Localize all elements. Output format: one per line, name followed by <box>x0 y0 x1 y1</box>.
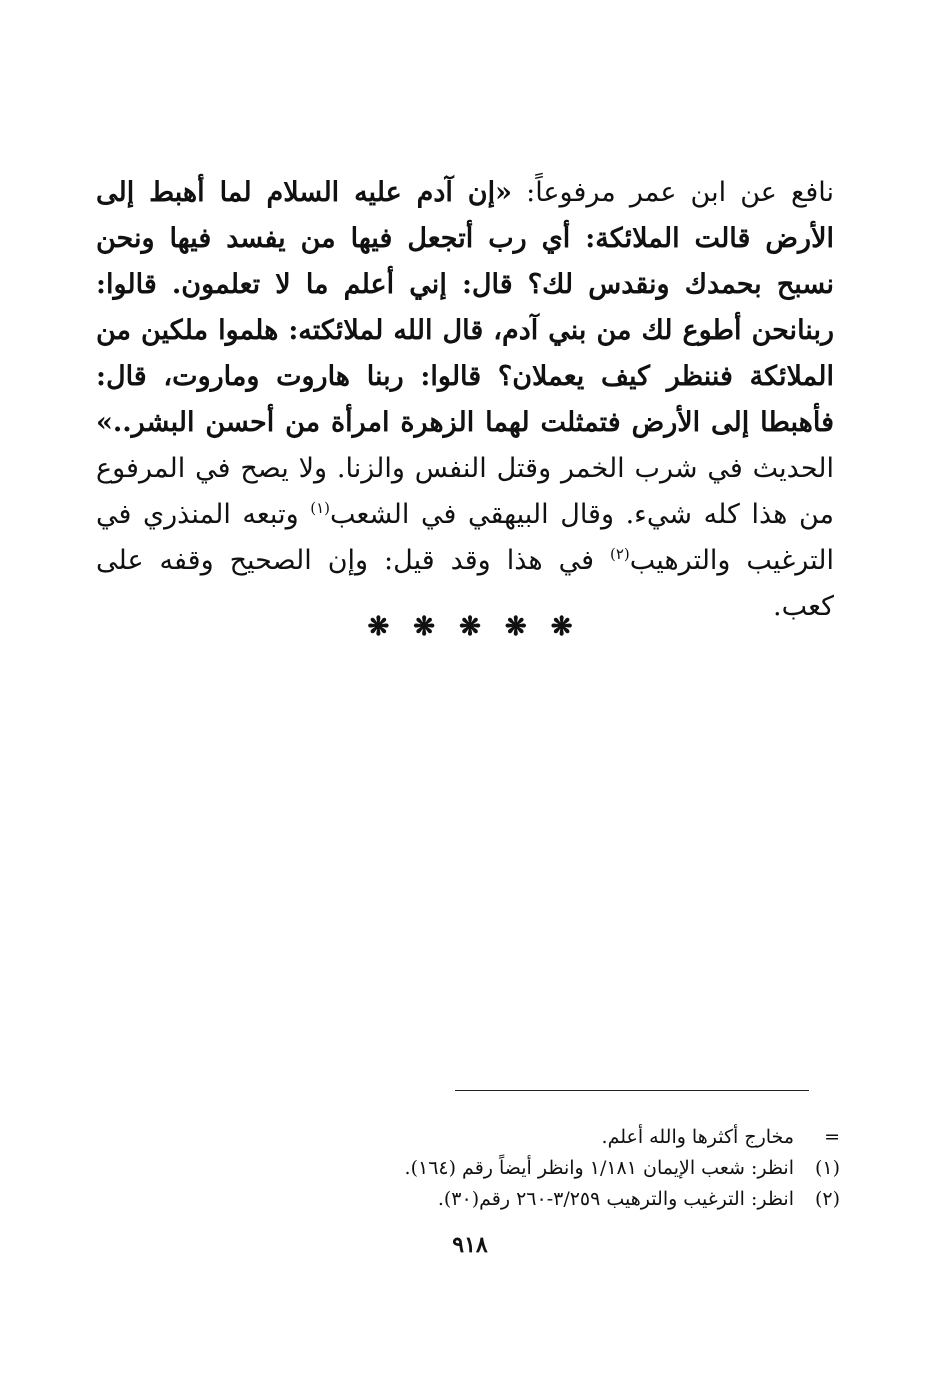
footnote-text: مخارج أكثرها والله أعلم. <box>601 1126 794 1148</box>
text-segment-mundhiri: وتبعه المنذري في الترغيب والترهيب <box>96 499 834 576</box>
page-number: ٩١٨ <box>452 1232 488 1258</box>
footnote-reference-2: (٢) <box>609 545 630 563</box>
footnote-1 <box>300 1153 840 1184</box>
text-segment-intro: نافع عن ابن عمر مرفوعاً: <box>512 177 834 208</box>
separator-star-icon: ❋ <box>459 612 481 642</box>
footnote-marker: (١) <box>814 1157 840 1179</box>
footnote-divider <box>455 1090 809 1091</box>
footnote-text: انظر: شعب الإيمان ١/١٨١ وانظر أيضاً رقم (١٦٤). <box>404 1157 794 1179</box>
text-segment-commentary: الحديث في شرب الخمر وقتل النفس والزنا. ولا يصح في المرفوع من هذا كله شيء. وقال البيهقي في الشعب <box>96 453 834 530</box>
footnote-marker: (٢) <box>814 1188 840 1210</box>
section-separator <box>0 612 940 642</box>
text-segment-conclusion: في هذا وقد قيل: وإن الصحيح وقفه على كعب. <box>96 545 834 622</box>
separator-star-icon: ❋ <box>504 612 527 642</box>
footnote-text: انظر: الترغيب والترهيب ٣/٢٥٩-٢٦٠ رقم(٣٠). <box>437 1188 794 1210</box>
footnote-2 <box>300 1184 840 1215</box>
separator-star-icon: ❋ <box>367 612 390 642</box>
footnotes-list <box>300 1122 840 1215</box>
separator-star-icon: ❋ <box>413 612 436 642</box>
footnote-reference-1: (١) <box>310 499 331 517</box>
footnote-continuation <box>300 1122 840 1153</box>
separator-star-icon: ❋ <box>550 612 573 642</box>
footnote-marker: = <box>824 1126 840 1148</box>
main-paragraph <box>96 170 834 630</box>
text-segment-hadith-quote: «إن آدم عليه السلام لما أهبط إلى الأرض قالت الملائكة: أي رب أتجعل فيها من يفسد فيها ونحن نسبح بحمدك ونقدس لك؟ قال: إني أعلم ما لا تعلمون. قالوا: ربنانحن أطوع لك من بني آدم، قال الله لملائكته: هلموا ملكين من الملائكة فننظر كيف يعملان؟ قالوا: ربنا هاروت وماروت، قال: فأهبطا إلى الأرض فتمثلت لهما الزهرة امرأة من أحسن البشر..» <box>96 177 834 438</box>
